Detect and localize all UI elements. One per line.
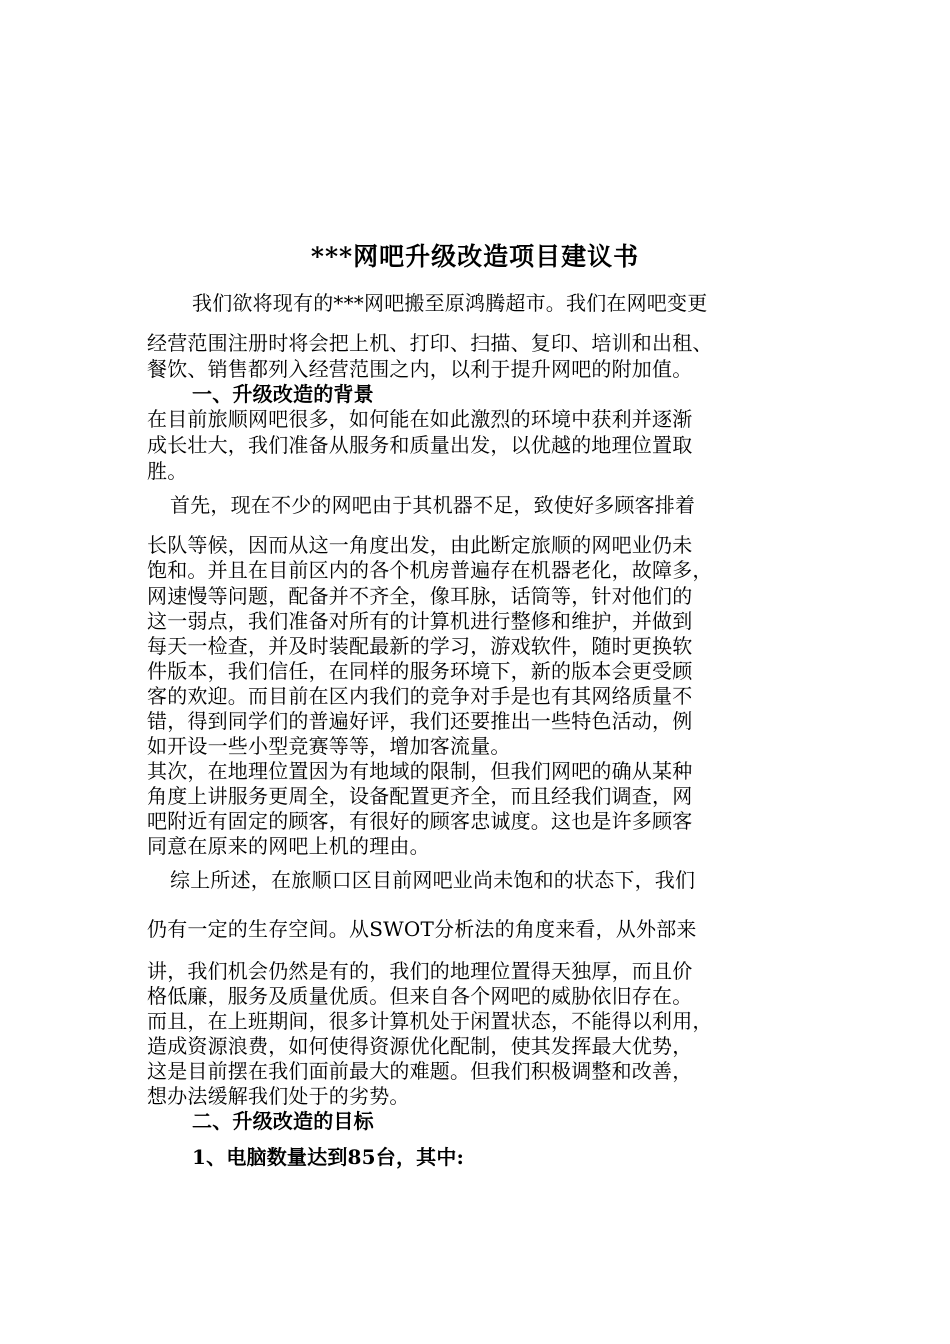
paragraph-line: 仍有一定的生存空间。从SWOT分析法的角度来看，从外部来	[147, 917, 697, 941]
paragraph-line: 其次，在地理位置因为有地域的限制，但我们网吧的确从某种	[147, 759, 693, 783]
paragraph-line: 经营范围注册时将会把上机、打印、扫描、复印、培训和出租、	[147, 331, 713, 355]
paragraph-line: 而且，在上班期间，很多计算机处于闲置状态，不能得以利用，	[147, 1009, 713, 1033]
paragraph-line: 造成资源浪费，如何使得资源优化配制，使其发挥最大优势，	[147, 1034, 693, 1058]
section-heading: 二、升级改造的目标	[192, 1109, 374, 1133]
paragraph-line: 综上所述，在旅顺口区目前网吧业尚未饱和的状态下，我们	[170, 868, 696, 892]
paragraph-line: 这一弱点，我们准备对所有的计算机进行整修和维护，并做到	[147, 609, 693, 633]
paragraph-line: 餐饮、销售都列入经营范围之内，以利于提升网吧的附加值。	[147, 357, 693, 381]
paragraph-line: 长队等候，因而从这一角度出发，由此断定旅顺的网吧业仍未	[147, 533, 693, 557]
paragraph-line: 格低廉，服务及质量优质。但来自各个网吧的威胁依旧存在。	[147, 984, 693, 1008]
paragraph-line: 网速慢等问题，配备并不齐全，像耳脉，话筒等，针对他们的	[147, 584, 693, 608]
paragraph-line: 在目前旅顺网吧很多，如何能在如此激烈的环境中获利并逐渐	[147, 407, 693, 431]
paragraph-line: 角度上讲服务更周全，设备配置更齐全，而且经我们调查，网	[147, 784, 693, 808]
section-heading: 一、升级改造的背景	[192, 382, 374, 406]
paragraph-line: 如开设一些小型竞赛等等，增加客流量。	[147, 734, 511, 758]
paragraph-line: 想办法缓解我们处于的劣势。	[147, 1084, 410, 1108]
paragraph-line: 错，得到同学们的普遍好评，我们还要推出一些特色活动，例	[147, 709, 693, 733]
paragraph-line: 同意在原来的网吧上机的理由。	[147, 834, 430, 858]
paragraph-line: 讲，我们机会仍然是有的，我们的地理位置得天独厚，而且价	[147, 959, 693, 983]
subsection-heading: 1、电脑数量达到85台，其中:	[192, 1145, 465, 1169]
paragraph-line: 成长壮大，我们准备从服务和质量出发，以优越的地理位置取	[147, 433, 693, 457]
paragraph-line: 胜。	[147, 459, 188, 483]
document-title: ***网吧升级改造项目建议书	[310, 242, 640, 271]
paragraph-line: 件版本，我们信任，在同样的服务环境下，新的版本会更受顾	[147, 659, 693, 683]
paragraph-line: 吧附近有固定的顾客，有很好的顾客忠诚度。这也是许多顾客	[147, 809, 693, 833]
paragraph-line: 饱和。并且在目前区内的各个机房普遍存在机器老化，故障多，	[147, 558, 713, 582]
paragraph-line: 我们欲将现有的***网吧搬至原鸿腾超市。我们在网吧变更	[192, 291, 708, 315]
paragraph-line: 每天一检查，并及时装配最新的学习，游戏软件，随时更换软	[147, 634, 693, 658]
paragraph-line: 这是目前摆在我们面前最大的难题。但我们积极调整和改善，	[147, 1059, 693, 1083]
paragraph-line: 客的欢迎。而目前在区内我们的竞争对手是也有其网络质量不	[147, 684, 693, 708]
paragraph-line: 首先，现在不少的网吧由于其机器不足，致使好多顾客排着	[170, 493, 696, 517]
